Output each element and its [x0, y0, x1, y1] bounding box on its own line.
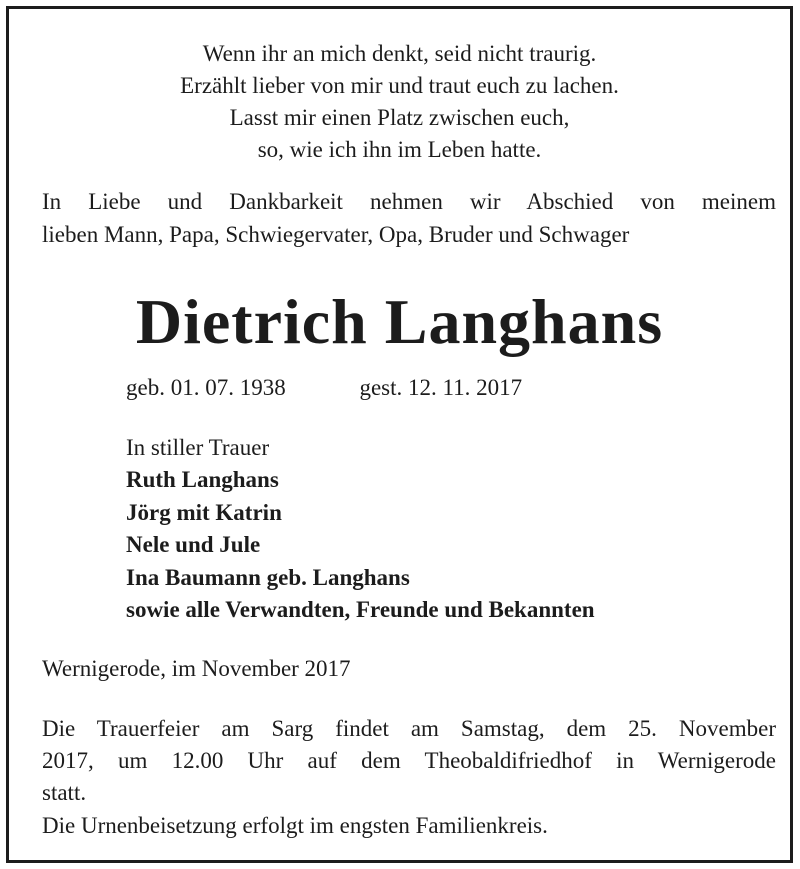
intro-line: lieben Mann, Papa, Schwiegervater, Opa, Bruder und Schwager [42, 222, 630, 247]
mourner-name: Nele und Jule [126, 532, 261, 557]
death-date: gest. 12. 11. 2017 [359, 375, 523, 400]
service-line: Die Urnenbeisetzung erfolgt im engsten Familienkreis. [42, 813, 548, 838]
poem-line: Erzählt lieber von mir und traut euch zu lachen. [180, 73, 619, 98]
poem-line: Wenn ihr an mich denkt, seid nicht traurig. [202, 41, 597, 66]
birth-date: geb. 01. 07. 1938 [126, 375, 286, 400]
mourner-name: Ruth Langhans [126, 467, 279, 492]
poem-line: so, wie ich ihn im Leben hatte. [257, 137, 542, 162]
intro-line: In Liebe und Dankbarkeit nehmen wir Abschied von meinem [42, 189, 776, 214]
service-line: 2017, um 12.00 Uhr auf dem Theobaldifriedhof in Wernigerode [42, 748, 776, 773]
mourners-heading: In stiller Trauer [126, 435, 270, 460]
place-date: Wernigerode, im November 2017 [42, 656, 351, 681]
mourner-name: Ina Baumann geb. Langhans [126, 565, 410, 590]
life-dates [126, 373, 522, 403]
service-line: statt. [42, 780, 87, 805]
service-line: Die Trauerfeier am Sarg findet am Samstag, dem 25. November [42, 716, 776, 741]
obituary-notice [6, 6, 793, 863]
mourner-name: sowie alle Verwandten, Freunde und Bekannten [126, 597, 595, 622]
poem-line: Lasst mir einen Platz zwischen euch, [229, 105, 570, 130]
mourner-name: Jörg mit Katrin [126, 500, 282, 525]
deceased-name: Dietrich Langhans [135, 286, 664, 357]
